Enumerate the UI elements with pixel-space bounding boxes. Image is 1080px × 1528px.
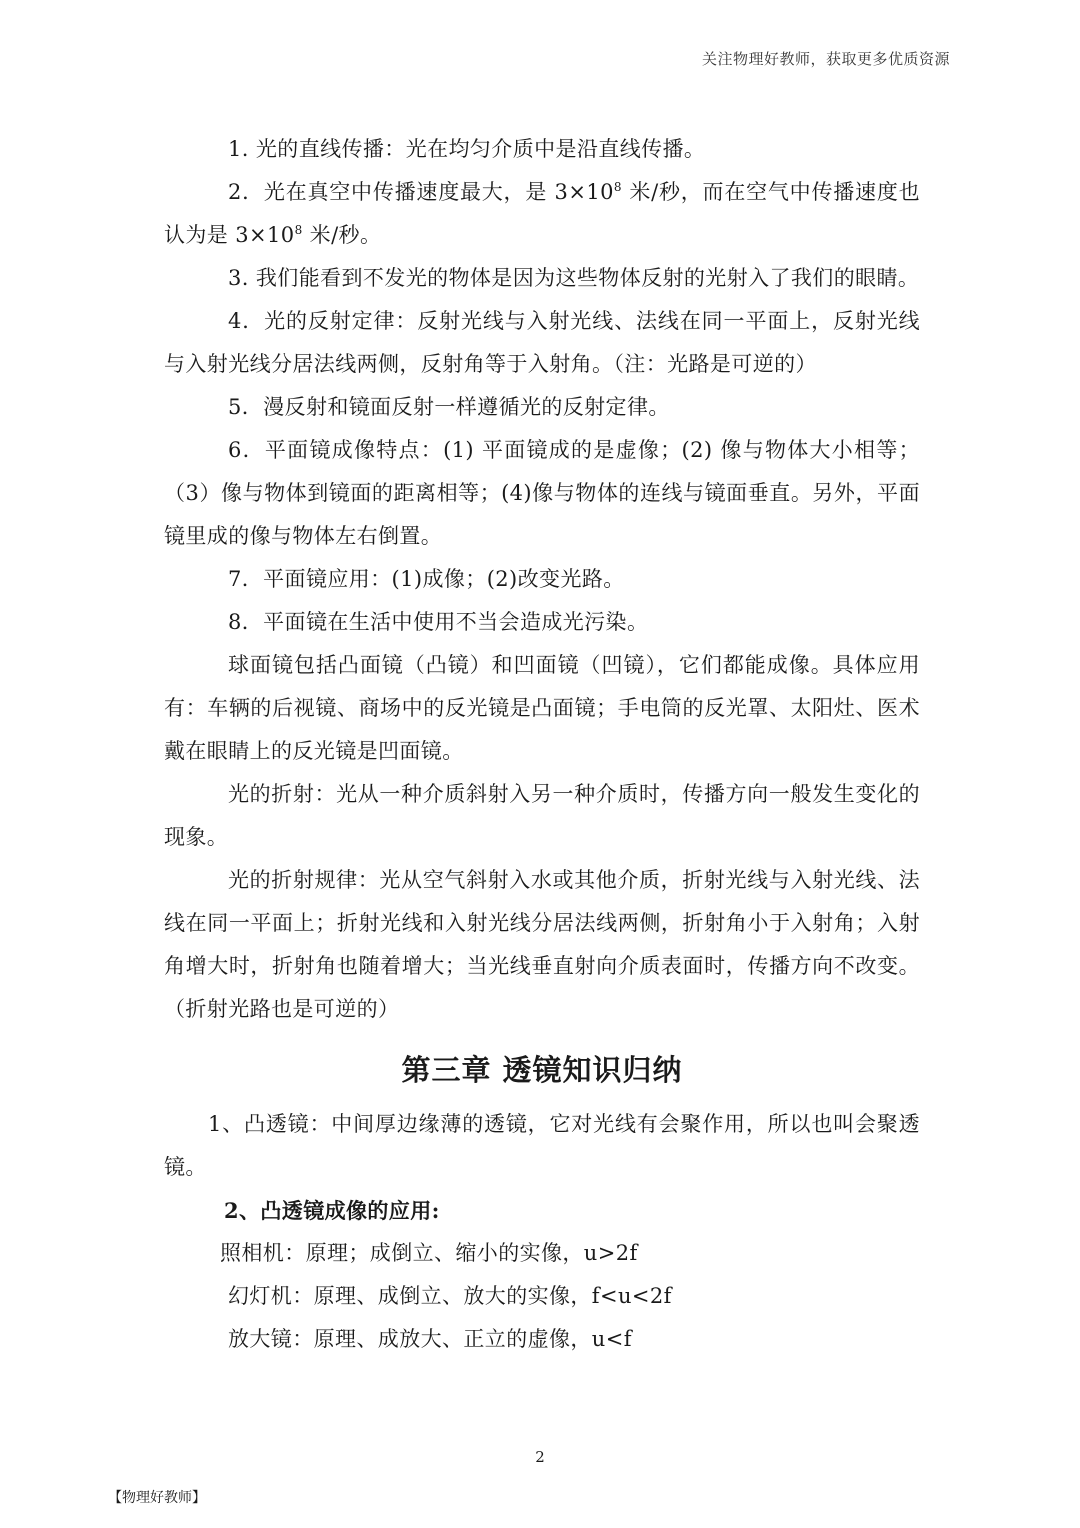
header-note: 关注物理好教师，获取更多优质资源 [701, 50, 950, 68]
footer-brand: 【物理好教师】 [108, 1490, 206, 1506]
application-projector: 幻灯机：原理、成倒立、放大的实像，f<u<2f [228, 1284, 672, 1308]
paragraph-refraction: 光的折射：光从一种介质斜射入另一种介质时，传播方向一般发生变化的现象。 [164, 782, 920, 849]
paragraph-5: 5．漫反射和镜面反射一样遵循光的反射定律。 [228, 395, 670, 419]
speed-exponent-a: 8 [613, 180, 622, 194]
paragraph-3: 3. 我们能看到不发光的物体是因为这些物体反射的光射入了我们的眼睛。 [228, 266, 920, 290]
speed-text-b: 米/秒，而在空气中传播速度也认为是 3×10 [164, 180, 920, 247]
convex-lens-applications-title: 2、凸透镜成像的应用: [224, 1198, 440, 1223]
chapter-title: 第三章 透镜知识归纳 [401, 1053, 683, 1087]
speed-exponent-b: 8 [294, 223, 303, 237]
paragraph-1: 1. 光的直线传播：光在均匀介质中是沿直线传播。 [228, 137, 706, 161]
paragraph-7: 7．平面镜应用：(1)成像；(2)改变光路。 [228, 567, 625, 591]
paragraph-4: 4．光的反射定律：反射光线与入射光线、法线在同一平面上，反射光线与入射光线分居法线两侧，反射角等于入射角。（注：光路是可逆的） [164, 309, 920, 376]
paragraph-refraction-law: 光的折射规律：光从空气斜射入水或其他介质，折射光线与入射光线、法线在同一平面上；折射光线和入射光线分居法线两侧，折射角小于入射角；入射角增大时，折射角也随着增大；当光线垂直射向介质表面时，传播方向不改变。（折射光路也是可逆的） [164, 868, 920, 1021]
paragraph-6: 6．平面镜成像特点：(1) 平面镜成的是虚像；(2) 像与物体大小相等；（3）像与物体到镜面的距离相等；(4)像与物体的连线与镜面垂直。另外，平面镜里成的像与物体左右倒置。 [164, 438, 920, 548]
paragraph-spherical-mirror: 球面镜包括凸面镜（凸镜）和凹面镜（凹镜），它们都能成像。具体应用有：车辆的后视镜、商场中的反光镜是凸面镜；手电筒的反光罩、太阳灶、医术戴在眼睛上的反光镜是凹面镜。 [164, 653, 920, 763]
speed-text-c: 米/秒。 [302, 223, 382, 247]
application-magnifier: 放大镜：原理、成放大、正立的虚像，u<f [228, 1327, 632, 1351]
convex-lens-definition: 1、凸透镜：中间厚边缘薄的透镜，它对光线有会聚作用，所以也叫会聚透镜。 [164, 1112, 920, 1179]
page-number: 2 [535, 1448, 545, 1466]
application-camera: 照相机：原理；成倒立、缩小的实像，u>2f [220, 1241, 638, 1265]
document-body [164, 128, 920, 1361]
paragraph-2 [164, 171, 920, 257]
speed-text-a: 2．光在真空中传播速度最大，是 3×10 [228, 180, 614, 204]
paragraph-8: 8．平面镜在生活中使用不当会造成光污染。 [228, 610, 649, 634]
